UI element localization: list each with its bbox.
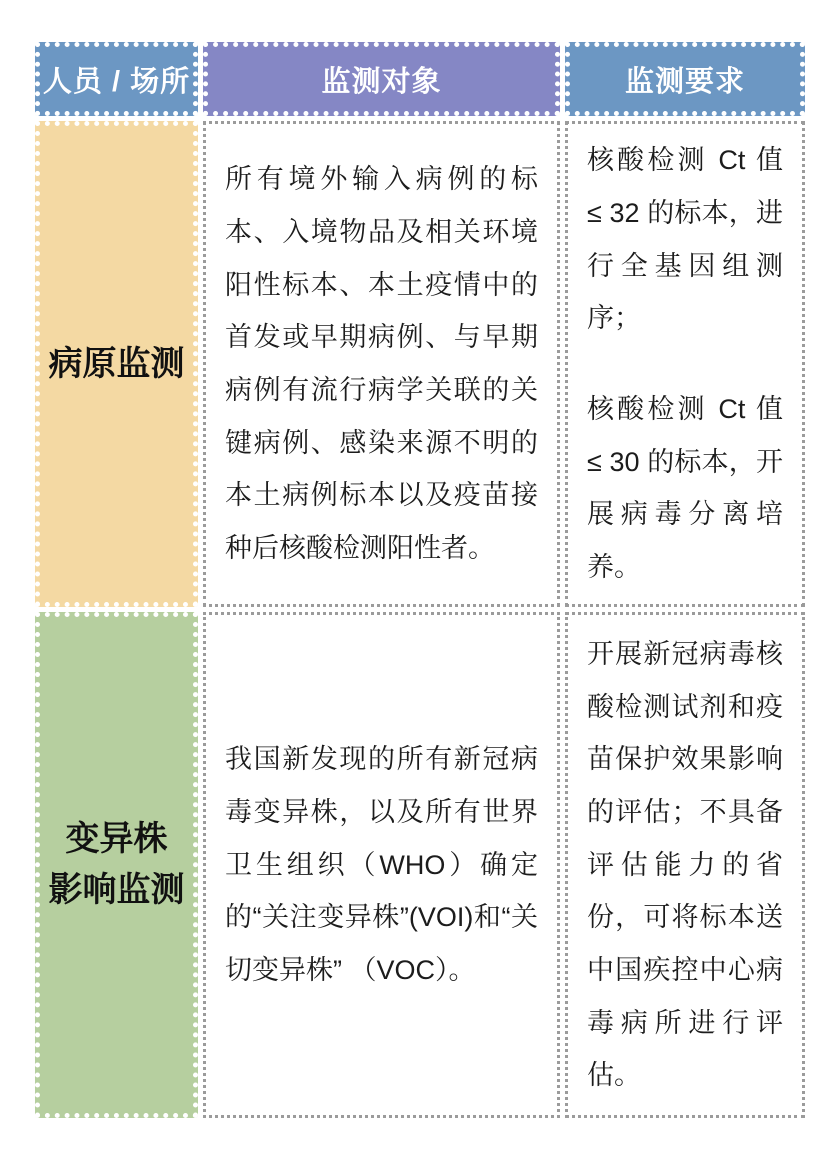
pathogen-target-text: 所有境外输入病例的标本、入境物品及相关环境阳性标本、本土疫情中的首发或早期病例、与早期病例有流行病学关联的关键病例、感染来源不明的本土病例标本以及疫苗接种后核酸检测阳性者。 xyxy=(225,164,538,563)
monitoring-table xyxy=(35,42,805,1118)
pathogen-monitoring-requirement-cell xyxy=(565,121,805,607)
row-label-line-2: 影响监测 xyxy=(48,871,185,909)
header-cell-personnel-place: 人员 / 场所 xyxy=(35,42,198,116)
pathogen-monitoring-target-cell xyxy=(203,121,560,607)
header-cell-monitoring-requirement: 监测要求 xyxy=(565,42,805,116)
variant-monitoring-requirement-cell xyxy=(565,612,805,1118)
row-label-variant-impact-monitoring xyxy=(35,612,198,1118)
requirement-isolation-text: 核酸检测 Ct 值 ≤ 30 的标本，开展病毒分离培养。 xyxy=(587,394,783,582)
requirement-sequencing-text: 核酸检测 Ct 值 ≤ 32 的标本，进行全基因组测序； xyxy=(587,145,783,334)
variant-monitoring-target-cell xyxy=(203,612,560,1118)
row-label-line-1: 变异株 xyxy=(65,820,168,858)
variant-requirement-text: 开展新冠病毒核酸检测试剂和疫苗保护效果影响的评估；不具备评估能力的省份，可将标本送中国疾控中心病毒病所进行评估。 xyxy=(587,639,783,1091)
variant-target-text: 我国新发现的所有新冠病毒变异株，以及所有世界卫生组织（WHO）确定的“关注变异株”(VOI)和“关切变异株” （VOC）。 xyxy=(225,744,538,985)
row-label-pathogen-monitoring xyxy=(35,121,198,607)
row-label-text: 病原监测 xyxy=(48,344,185,383)
header-cell-monitoring-target: 监测对象 xyxy=(203,42,560,116)
